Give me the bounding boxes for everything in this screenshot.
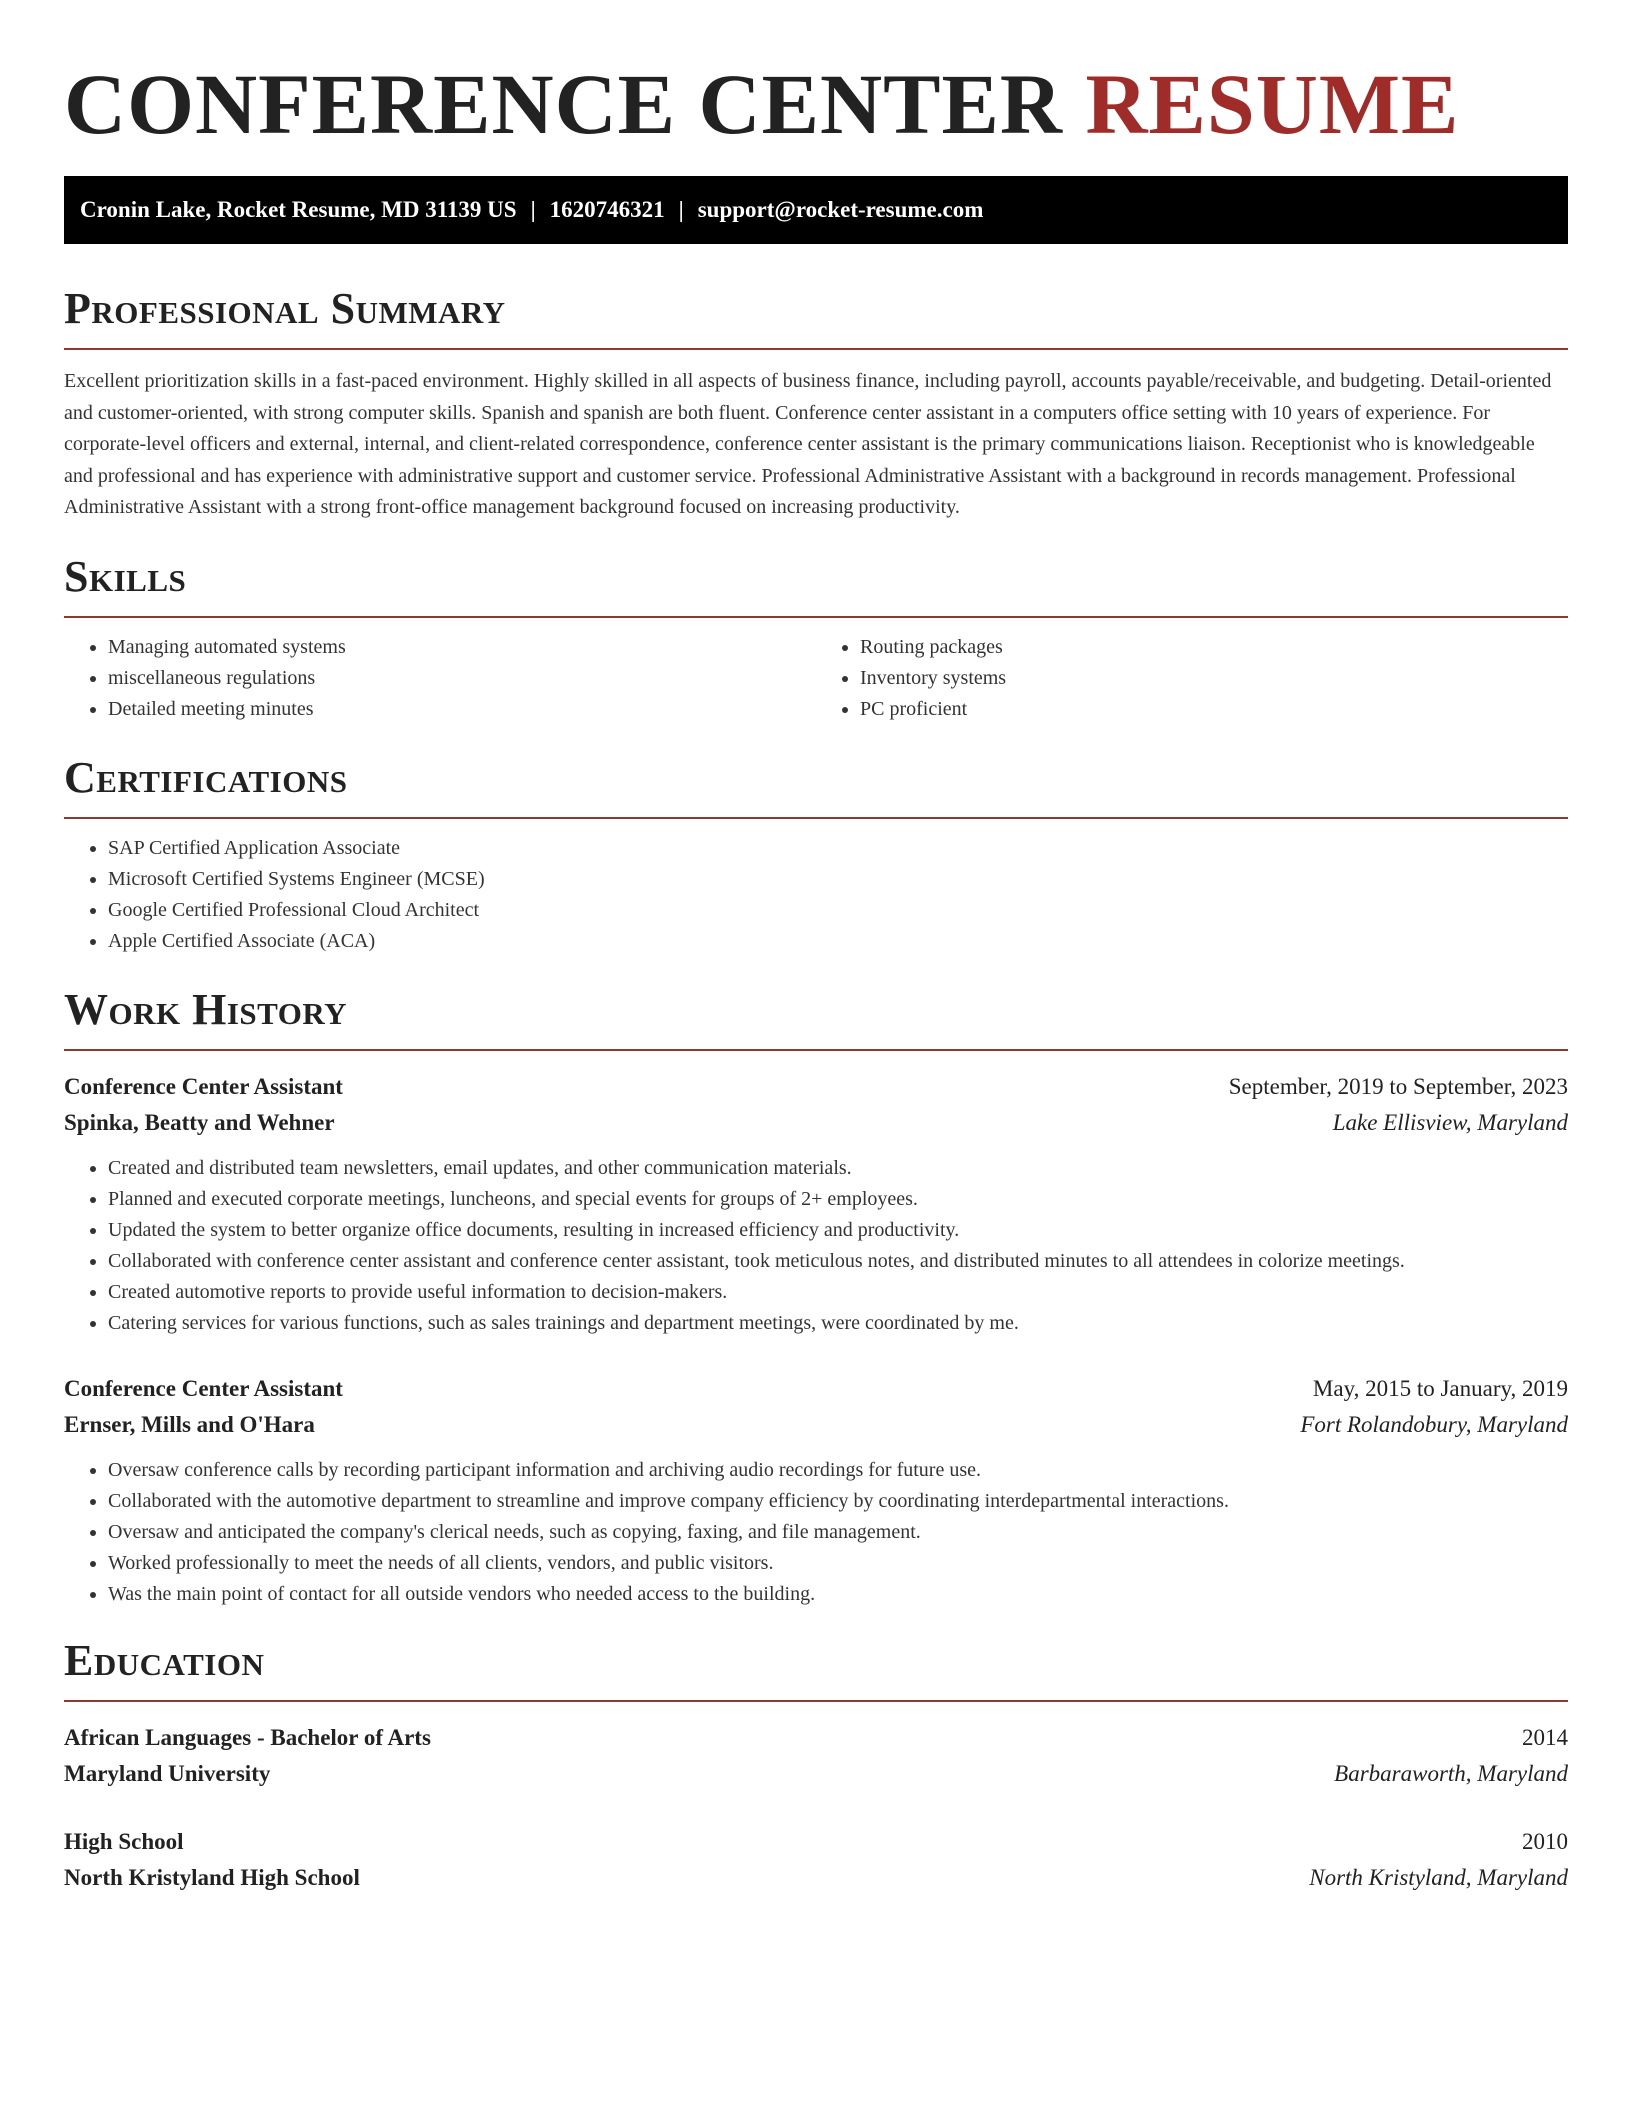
list-item: • Collaborated with conference center assistant and conference center assistant, took meticulous notes, and distributed minutes to all attendees in colorize meetings. [108,1246,1568,1277]
section-divider [64,1700,1568,1702]
title-main: CONFERENCE CENTER [64,56,1063,152]
job-company-row [64,1105,1568,1141]
education-degree-row [64,1824,1568,1860]
education-location: North Kristyland, Maryland [1309,1864,1568,1890]
list-item: • Google Certified Professional Cloud Architect [108,895,1568,926]
resume-title [64,56,1568,152]
list-item: • Created and distributed team newsletters, email updates, and other communication materials. [108,1153,1568,1184]
job-bullets [64,1455,1568,1610]
title-accent: RESUME [1085,56,1460,152]
summary-section [64,284,1568,524]
job-title: Conference Center Assistant [64,1073,343,1099]
list-item: • Collaborated with the automotive department to streamline and improve company efficiency by coordinating interdepartmental interactions. [108,1486,1568,1517]
certifications-section [64,753,1568,957]
section-divider [64,348,1568,350]
contact-separator: | [530,197,536,222]
certifications-list [64,833,1568,957]
list-item: • Oversaw conference calls by recording participant information and archiving audio recordings for future use. [108,1455,1568,1486]
list-item: • Apple Certified Associate (ACA) [108,926,1568,957]
work-history-section [64,985,1568,1610]
list-item: • PC proficient [860,694,1568,725]
job-location: Fort Rolandobury, Maryland [1300,1411,1568,1437]
job-bullets [64,1153,1568,1339]
education-year: 2010 [1522,1828,1568,1854]
list-item: • Oversaw and anticipated the company's clerical needs, such as copying, faxing, and file management. [108,1517,1568,1548]
section-heading-certifications: Certifications [64,752,348,802]
contact-email: support@rocket-resume.com [697,197,984,222]
section-divider [64,817,1568,819]
list-item: • Catering services for various functions, such as sales trainings and department meetings, were coordinated by me. [108,1308,1568,1339]
education-degree-row [64,1720,1568,1756]
job-company: Spinka, Beatty and Wehner [64,1109,335,1135]
job-title-row [64,1069,1568,1105]
list-item: • Routing packages [860,632,1568,663]
list-item: • Detailed meeting minutes [108,694,816,725]
summary-text: Excellent prioritization skills in a fast-paced environment. Highly skilled in all aspects of business finance, including payroll, accounts payable/receivable, and budgeting. Detail-oriented and customer-oriented, with strong computer skills. Spanish and spanish are both fluent. Conference center assistant in a computers office setting with 10 years of experience. For corporate-level officers and external, internal, and client-related correspondence, conference center assistant is the primary communications liaison. Receptionist who is knowledgeable and professional and has experience with administrative support and customer service. Professional Administrative Assistant with a background in records management. Professional Administrative Assistant with a strong front-office management background focused on increasing productivity. [64,370,1552,518]
job-title: Conference Center Assistant [64,1375,343,1401]
job-dates: May, 2015 to January, 2019 [1312,1375,1568,1401]
skills-section [64,552,1568,725]
list-item: • Inventory systems [860,663,1568,694]
education-location: Barbaraworth, Maryland [1334,1760,1568,1786]
section-heading-work-history: Work History [64,984,348,1034]
education-school: North Kristyland High School [64,1864,360,1890]
section-heading-summary: Professional Summary [64,284,506,333]
education-degree: High School [64,1828,184,1854]
list-item: • SAP Certified Application Associate [108,833,1568,864]
section-heading-education: Education [64,1635,265,1685]
contact-separator: | [678,197,684,222]
skills-list-right [816,632,1568,725]
education-school-row [64,1860,1568,1896]
job-dates: September, 2019 to September, 2023 [1228,1073,1568,1099]
list-item: • Created automotive reports to provide useful information to decision-makers. [108,1277,1568,1308]
list-item: • Was the main point of contact for all outside vendors who needed access to the building. [108,1579,1568,1610]
contact-bar [64,176,1568,244]
section-divider [64,1049,1568,1051]
education-section [64,1636,1568,1896]
job-entry [64,1371,1568,1610]
resume-page [64,56,1568,1896]
skills-list-left [64,632,816,725]
education-degree: African Languages - Bachelor of Arts [64,1724,431,1750]
contact-phone: 1620746321 [549,197,665,222]
list-item: • Microsoft Certified Systems Engineer (MCSE) [108,864,1568,895]
list-item: • Worked professionally to meet the needs of all clients, vendors, and public visitors. [108,1548,1568,1579]
list-item: • Managing automated systems [108,632,816,663]
list-item: • Updated the system to better organize office documents, resulting in increased efficiency and productivity. [108,1215,1568,1246]
education-entry [64,1824,1568,1896]
list-item: • miscellaneous regulations [108,663,816,694]
job-entry [64,1069,1568,1339]
section-divider [64,616,1568,618]
education-entry [64,1720,1568,1792]
education-school-row [64,1756,1568,1792]
job-company-row [64,1407,1568,1443]
job-location: Lake Ellisview, Maryland [1332,1109,1568,1135]
list-item: • Planned and executed corporate meetings, luncheons, and special events for groups of 2+ employees. [108,1184,1568,1215]
job-title-row [64,1371,1568,1407]
education-school: Maryland University [64,1760,271,1786]
job-company: Ernser, Mills and O'Hara [64,1411,315,1437]
section-heading-skills: Skills [64,551,187,601]
contact-address: Cronin Lake, Rocket Resume, MD 31139 US [80,197,517,222]
skills-grid [64,632,1568,725]
education-year: 2014 [1522,1724,1568,1750]
